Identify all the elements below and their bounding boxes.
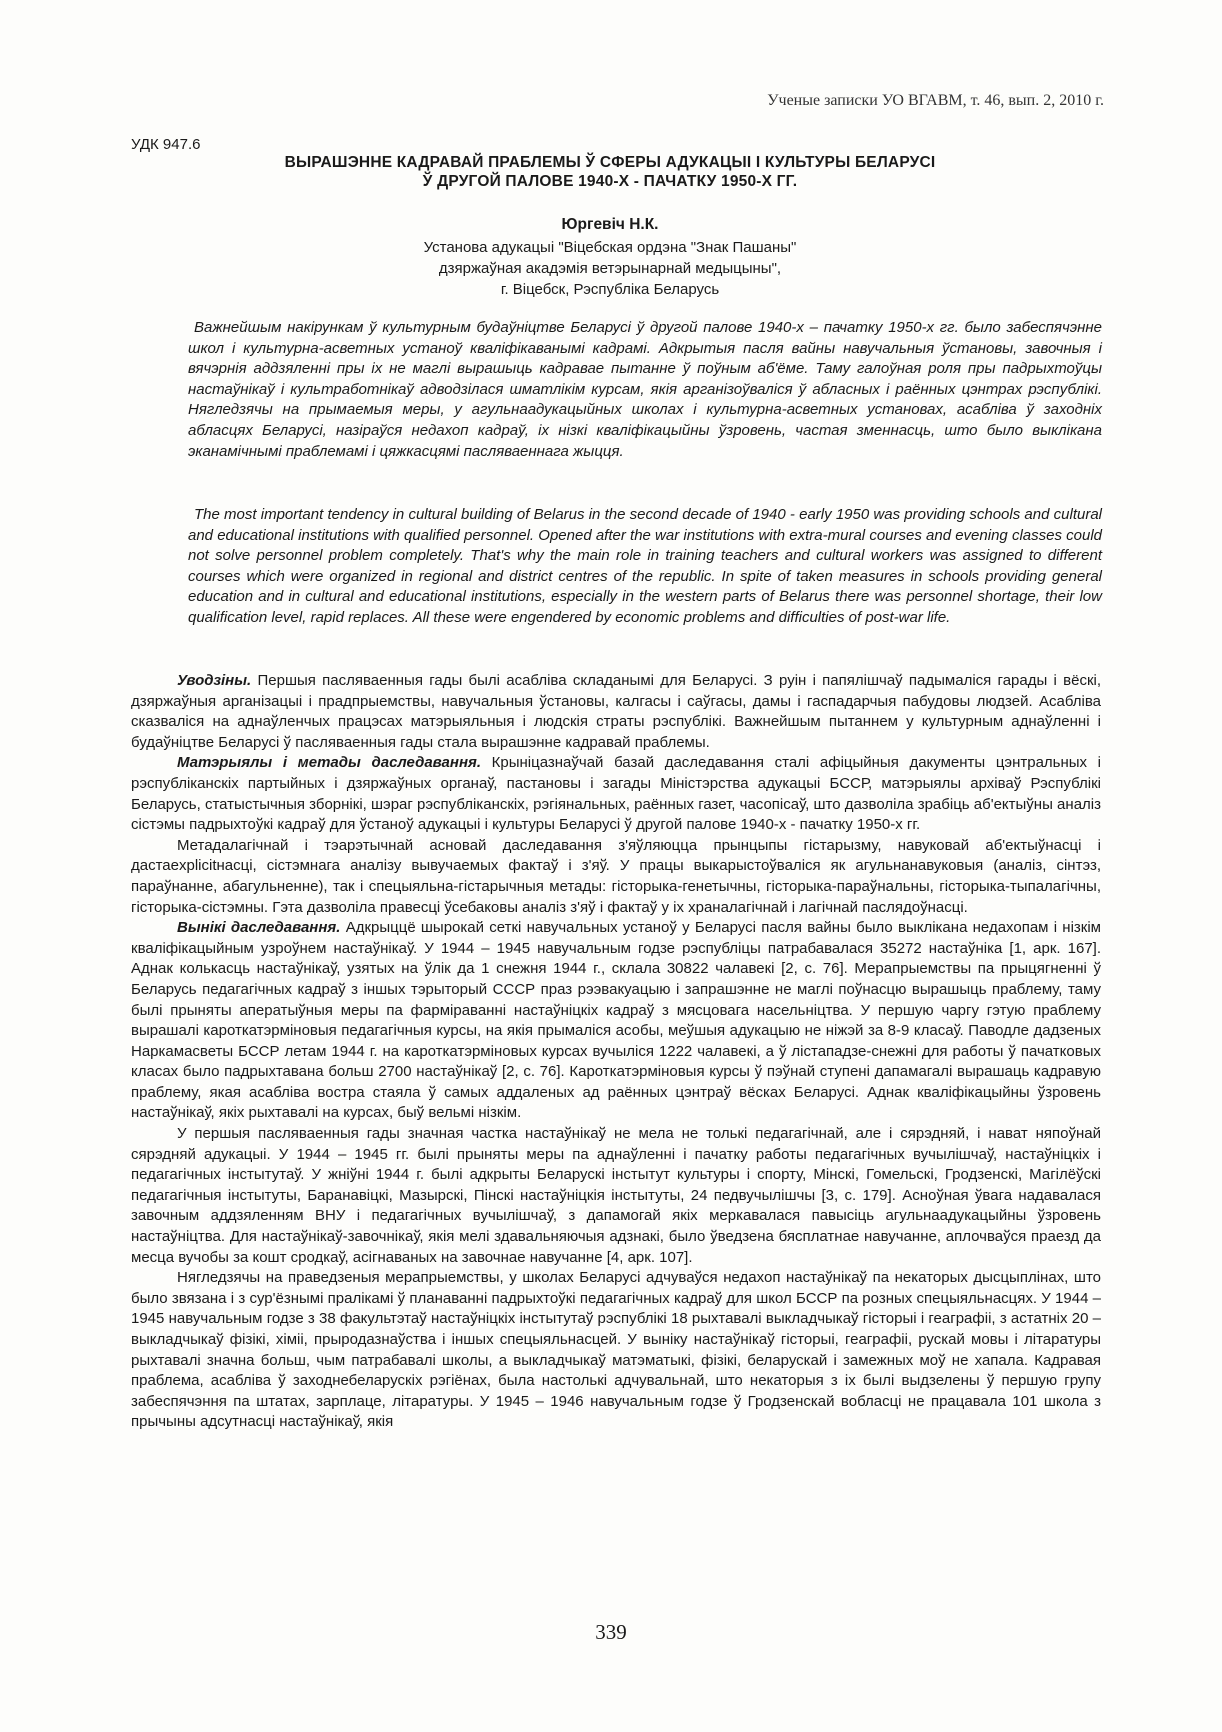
affiliation-line-1: Установа адукацыі "Віцебская ордэна "Знак Пашаны"	[423, 239, 797, 256]
paragraph-text: Крыніцазнаўчай базай даследавання сталі афіцыйныя дакументы цэнтральных і рэспубліканскіх партыйных і дзяржаўных органаў, пастановы і загады Міністэрства адукацыі БССР, матэрыялы архіваў Рэспублікі Беларусь, статыстычныя зборнікі, шэраг рэспубліканскіх, рэгіянальных, раённых газет, часопісаў, што дазволіла зрабіць аб'ектыўны аналіз сістэмы падрыхтоўкі кадраў для ўстаноў адукацыі і культуры Беларусі ў другой палове 1940-х - пачатку 1950-х гг.	[131, 754, 1102, 834]
affiliation-line-3: г. Віцебск, Рэспубліка Беларусь	[500, 281, 720, 298]
affiliation	[180, 237, 1040, 300]
paragraph-text: Адкрыццё шырокай сеткі навучальных устаноў у Беларусі пасля вайны было выклікана недахопам і нізкім кваліфікацыйным узроўнем настаўнікаў. У 1944 – 1945 навучальным годзе рэспубліцы патрабавалася 35272 настаўніка [1, арк. 167]. Аднак колькасць настаўнікаў, узятых на ўлік да 1 снежня 1944 г., склала 30822 чалавекі [2, с. 76]. Мерапрыемствы па прыцягненні ў Беларусь педагагічных кадраў з іншых тэрыторый СССР праз рээвакуацыю і запрашэнне не маглі поўнасцю вырашыць праблему, таму былі прыняты аператыўныя меры па фарміраванні настаўніцкіх кадраў з мясцовага насельніцтва. У першую чаргу гэтую праблему вырашалі кароткатэрміновыя педагагічныя курсы, на якія прымаліся асобы, меўшыя адукацыю не ніжэй за 8-9 класаў. Паводле дадзеных Наркамасветы БССР летам 1944 г. на кароткатэрміновых курсах вучыліся 1222 чалавекі, а ў лістападзе-снежні для работы ў пачатковых класах было падрыхтавана больш 2700 настаўнікаў [2, с. 76]. Кароткатэрміновыя курсы ў пэўнай ступені дапамагалі вырашаць кадравую праблему, якая асабліва востра стаяла ў самых аддаленых ад раённых цэнтраў вёсках Беларусі. Аднак кваліфікацыйны ўзровень настаўнікаў, якіх рыхтавалі на курсах, быў вельмі нізкім.	[131, 919, 1101, 1122]
paragraph-specialty-shortage	[131, 1268, 1101, 1433]
paragraph-text: Нягледзячы на праведзеныя мерапрыемствы, у школах Беларусі адчуваўся недахоп настаўнікаў па некаторых дысцыплінах, што было звязана і з сур'ёзнымі пралікамі ў планаванні падрыхтоўкі педагагічных кадраў для школ БССР па розных спецыяльнасцях. У 1944 – 1945 навучальным годзе з 38 факультэтаў настаўніцкіх інстытутаў рэспублікі 18 рыхтавалі выкладчыкаў гісторыі і геаграфіі, з астатніх 20 – выкладчыкаў фізікі, хіміі, прыродазнаўства і іншых спецыяльнасцей. У выніку настаўнікаў гісторыі, геаграфіі, рускай мовы і літаратуры рыхтавалі значна больш, чым патрабавалі школы, а выкладчыкаў матэматыкі, фізікі, беларускай і замежных моў не хапала. Кадравая праблема, асабліва ў заходнебеларускіх рэгіёнах, была настолькі адчувальнай, што некаторыя з іх былі выдзелены ў першую групу забеспячэння па штатах, зарплаце, літаратуры. У 1945 – 1946 навучальным годзе ў Гродзенскай вобласці не працавала 101 школа з прычыны адсутнасці настаўнікаў, якія	[131, 1269, 1101, 1431]
page-number: 339	[595, 1620, 627, 1644]
running-header: Ученые записки УО ВГАВМ, т. 46, вып. 2, 2010 г.	[767, 92, 1104, 109]
udc-code: УДК 947.6	[131, 136, 201, 153]
paragraph-materials-methods	[131, 753, 1101, 835]
article-body	[131, 671, 1101, 1433]
title-line-2: Ў ДРУГОЙ ПАЛОВЕ 1940-Х - ПАЧАТКУ 1950-Х ГГ.	[422, 173, 798, 190]
section-lead-results: Вынікі даследавання.	[177, 919, 341, 937]
author-name: Юргевіч Н.К.	[561, 216, 659, 233]
article-title	[180, 153, 1040, 191]
title-line-1: ВЫРАШЭННЕ КАДРАВАЙ ПРАБЛЕМЫ Ў СФЕРЫ АДУКАЦЫІ І КУЛЬТУРЫ БЕЛАРУСІ	[284, 154, 936, 171]
paragraph-education-network	[131, 1124, 1101, 1268]
section-lead-introduction: Уводзіны.	[177, 672, 252, 689]
abstract-english: The most important tendency in cultural building of Belarus in the second decade of 1940 - early 1950 was providing schools and cultural and educational institutions with qualified personnel. Opened after the war institutions with extra-mural courses and evening classes could not solve personnel problem completely. That's why the main role in training teachers and cultural workers was assigned to different courses which were organized in regional and district centres of the republic. In spite of taken measures in schools providing general education and in cultural and educational institutions, especially in the western parts of Belarus there was personnel shortage, their low qualification level, rapid replaces. All these were engendered by economic problems and difficulties of post-war life.	[188, 506, 1102, 626]
paragraph-text: У першыя пасляваенныя гады значная частка настаўнікаў не мела не толькі педагагічнай, але і сярэдняй, і нават няпоўнай сярэдняй адукацыі. У 1944 – 1945 гг. былі прыняты меры па аднаўленні і пачатку работы педагагічных вучылішчаў, настаўніцкіх і педагагічных інстытутаў. У жніўні 1944 г. былі адкрыты Беларускі інстытут культуры і спорту, Мінскі, Гомельскі, Гродзенскі, Магілёўскі педагагічныя інстытуты, Баранавіцкі, Мазырскі, Пінскі настаўніцкія інстытуты, 24 педвучылішчы [3, с. 179]. Асноўная ўвага надавалася завочным аддзяленням ВНУ і педагагічных вучылішчаў, з дапамогай якіх меркавалася павысіць агульнаадукацыйны ўзровень настаўніцтва. Для настаўнікаў-завочнікаў, якія мелі здавальняючыя адзнакі, было ўведзена бясплатнае навучанне, аплочваўся праезд да месца вучобы за кошт сродкаў, асігнаваных на завочнае навучанне [4, арк. 107].	[131, 1125, 1101, 1266]
paragraph-methodology	[131, 836, 1101, 918]
affiliation-line-2: дзяржаўная акадэмія ветэрынарнай медыцыны",	[438, 260, 782, 277]
paragraph-introduction	[131, 671, 1101, 753]
paragraph-results	[131, 918, 1101, 1124]
paragraph-text: Метадалагічнай і тэарэтычнай асновай даследавання з'яўляюцца прынцыпы гістарызму, навуковай аб'ектыўнасці і дастаexplicitнасці, сістэмнага аналізу вывучаемых фактаў і з'яў. У працы выкарыстоўваліся як агульнанавуковыя (аналіз, сінтэз, параўнанне, абагульненне), так і спецыяльна-гістарычныя метады: гісторыка-генетычны, гісторыка-параўнальны, гісторыка-тыпалагічны, гісторыка-сістэмны. Гэта дазволіла правесці ўсебаковы аналіз з'яў і фактаў у іх храналагічнай і лагічнай паслядоўнасці.	[131, 836, 1101, 916]
paragraph-text: Першыя пасляваенныя гады былі асабліва складанымі для Беларусі. З руін і папялішчаў падымаліся гарады і вёскі, дзяржаўныя арганізацыі і прадпрыемствы, навучальныя ўстановы, калгасы і саўгасы, дамы і гаспадарчыя пабудовы людзей. Асабліва сказваліся на аднаўленчых працэсах матэрыяльныя і людскія страты рэспублікі. Важнейшым пытаннем у культурным аднаўленні і будаўніцтве Беларусі ў пасляваенныя гады стала вырашэнне кадравай праблемы.	[131, 672, 1102, 751]
section-lead-materials-methods: Матэрыялы і метады даследавання.	[177, 754, 482, 772]
abstract-belarusian: Важнейшым накірункам ў культурным будаўніцтве Беларусі ў другой палове 1940-х – пачатку 1950-х гг. было забеспячэнне школ і культурна-асветных устаноў кваліфікаванымі кадрамі. Адкрытыя пасля вайны навучальныя ўстановы, завочныя і вячэрнія аддзяленні пры іх не маглі вырашыць кадравае пытанне ў поўным аб'ёме. Таму галоўная роля пры падрыхтоўцы настаўнікаў і культработнікаў адводзілася шматлікім курсам, якія арганізоўваліся ў абласных і раённых цэнтрах рэспублікі. Нягледзячы на прымаемыя меры, у агульнаадукацыйных школах і культурна-асветных установах, асабліва ў заходніх абласцях Беларусі, назіраўся недахоп кадраў, іх нізкі кваліфікацыйны ўзровень, частая зменнасць, што было выклікана эканамічнымі праблемамі і цяжкасцямі пасляваеннага жыцця.	[188, 319, 1102, 460]
